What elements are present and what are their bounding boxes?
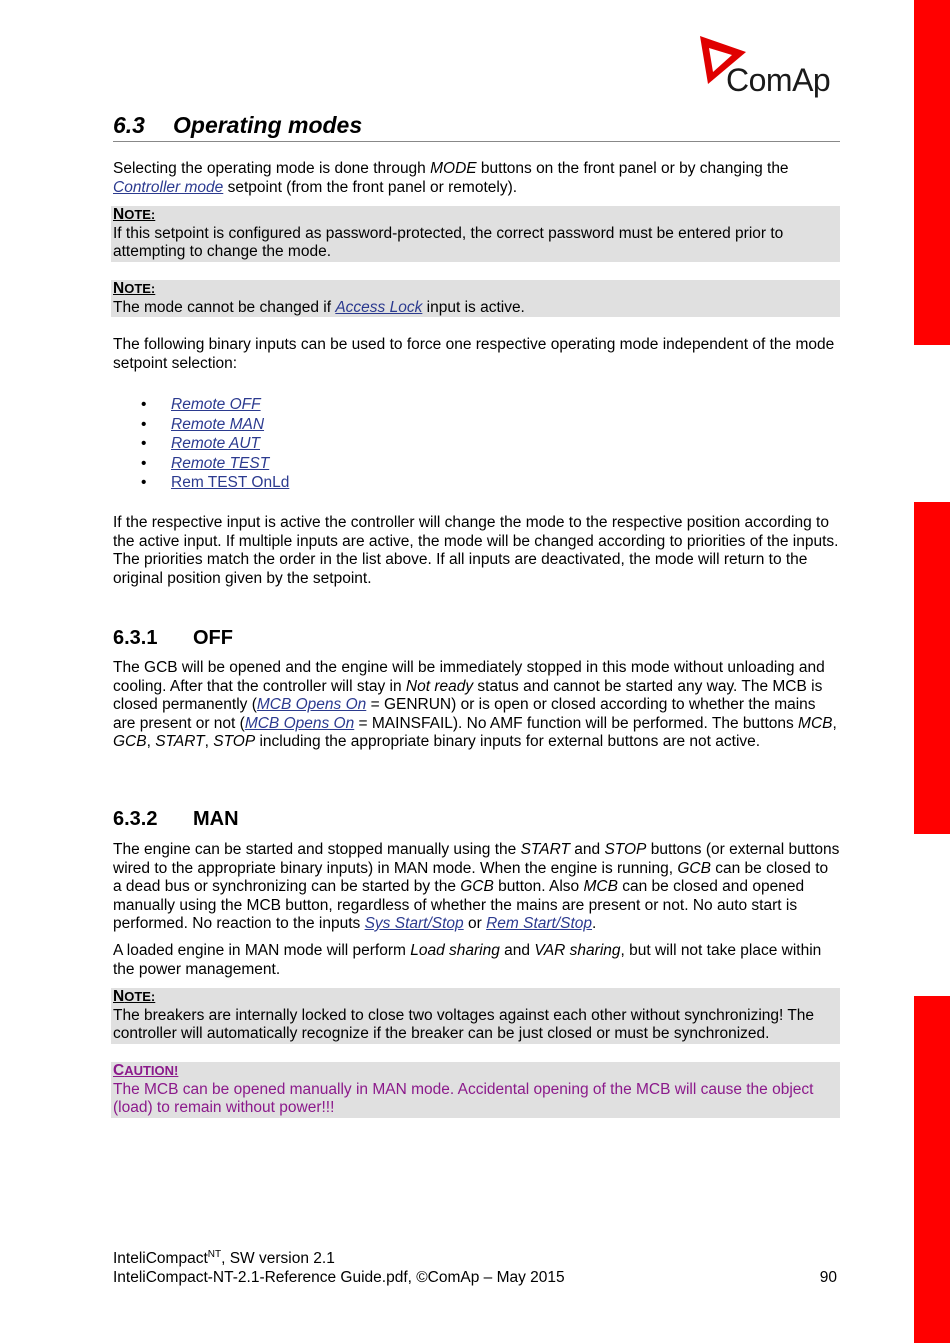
side-bar-top — [914, 0, 950, 345]
subsection-number: 6.3.1 — [113, 627, 158, 649]
rem-test-onld-link[interactable]: Rem TEST OnLd — [171, 474, 290, 492]
note-access-lock — [111, 280, 840, 317]
note-title: NOTE: — [113, 206, 156, 223]
intro-paragraph: Selecting the operating mode is done through MODE buttons on the front panel or by changing the Controller mode setpoint (from the front panel or remotely). — [113, 160, 789, 196]
list-item — [113, 434, 289, 454]
note-text: The breakers are internally locked to close two voltages against each other without synchronizing! The controller will automatically recognize if the breaker can be just closed or must be synchronized. — [113, 1006, 815, 1042]
caution-title: CAUTION! — [113, 1062, 179, 1079]
man-load-sharing-paragraph: A loaded engine in MAN mode will perform Load sharing and VAR sharing, but will not take place within the power management. — [113, 942, 822, 978]
mode-word: MODE — [430, 160, 477, 177]
side-bar-bottom — [914, 996, 950, 1343]
logo-text: ComAp — [726, 62, 831, 98]
caution-text: The MCB can be opened manually in MAN mode. Accidental opening of the MCB will cause the object (load) to remain without power!!! — [113, 1080, 814, 1116]
footer-doc-line — [113, 1269, 840, 1288]
subsection-heading-off — [113, 627, 233, 650]
section-heading — [113, 112, 840, 142]
footer-product-line: InteliCompact$^{NT}$, SW version 2.1 — [113, 1249, 335, 1267]
subsection-title: OFF — [193, 627, 233, 649]
note-text: The mode cannot be changed if Access Lock input is active. — [113, 298, 525, 316]
list-item — [113, 473, 289, 493]
note-breakers — [111, 988, 840, 1044]
priority-paragraph: If the respective input is active the controller will change the mode to the respective position according to the active input. If multiple inputs are active, the mode will be changed according to priorities of the inputs. The priorities match the order in the list above. If all inputs are deactivated, the mode will return to the original position given by the setpoint. — [113, 514, 839, 587]
note-password — [111, 206, 840, 262]
page-number: 90 — [819, 1268, 837, 1286]
remote-test-link[interactable]: Remote TEST — [171, 454, 270, 472]
caution-box — [111, 1062, 840, 1118]
list-item — [113, 415, 289, 435]
controller-mode-link[interactable]: Controller mode — [113, 178, 224, 196]
note-title: NOTE: — [113, 988, 156, 1005]
comap-logo — [698, 34, 840, 104]
off-paragraph: The GCB will be opened and the engine will be immediately stopped in this mode without unloading and cooling. After that the controller will stay in Not ready status and cannot be started any way. The MCB is closed permanently (MCB Opens On = GENRUN) or is open or closed according to whether the mains are present or not (MCB Opens On = MAINSFAIL). No AMF function will be performed. The buttons MCB, GCB, START, STOP including the appropriate binary inputs for external buttons are not active. — [113, 659, 837, 750]
footer — [113, 1250, 840, 1287]
side-bar-middle — [914, 502, 950, 834]
subsection-number: 6.3.2 — [113, 808, 158, 830]
subsection-heading-man — [113, 808, 239, 831]
remote-aut-link[interactable]: Remote AUT — [171, 435, 261, 453]
binary-inputs-list — [113, 395, 289, 493]
sys-start-stop-link[interactable]: Sys Start/Stop — [364, 915, 464, 932]
note-text: If this setpoint is configured as password-protected, the correct password must be entered prior to attempting to change the mode. — [113, 224, 784, 260]
section-title: Operating modes — [173, 112, 363, 138]
mcb-opens-on-link[interactable]: MCB Opens On — [244, 714, 355, 732]
remote-man-link[interactable]: Remote MAN — [171, 415, 265, 433]
note-title: NOTE: — [113, 280, 156, 297]
mcb-opens-on-link[interactable]: MCB Opens On — [256, 696, 367, 713]
subsection-title: MAN — [193, 808, 239, 830]
binary-inputs-intro: The following binary inputs can be used to force one respective operating mode independent of the mode setpoint selection: — [113, 336, 835, 372]
list-item — [113, 454, 289, 474]
footer-doc: InteliCompact-NT-2.1-Reference Guide.pdf, ©ComAp – May 2015 — [113, 1268, 565, 1286]
rem-start-stop-link[interactable]: Rem Start/Stop — [486, 915, 593, 932]
remote-off-link[interactable]: Remote OFF — [171, 396, 261, 413]
section-number: 6.3 — [113, 112, 145, 138]
access-lock-link[interactable]: Access Lock — [335, 298, 423, 316]
man-paragraph: The engine can be started and stopped manually using the START and STOP buttons (or external buttons wired to the appropriate binary inputs) in MAN mode. When the engine is running, GCB can be closed to a dead bus or synchronizing can be started by the GCB button. Also MCB can be closed and opened manually using the MCB button, regardless of whether the mains are present or not. No auto start is performed. No reaction to the inputs Sys Start/Stop or Rem Start/Stop. — [113, 841, 840, 932]
list-item — [113, 395, 289, 415]
